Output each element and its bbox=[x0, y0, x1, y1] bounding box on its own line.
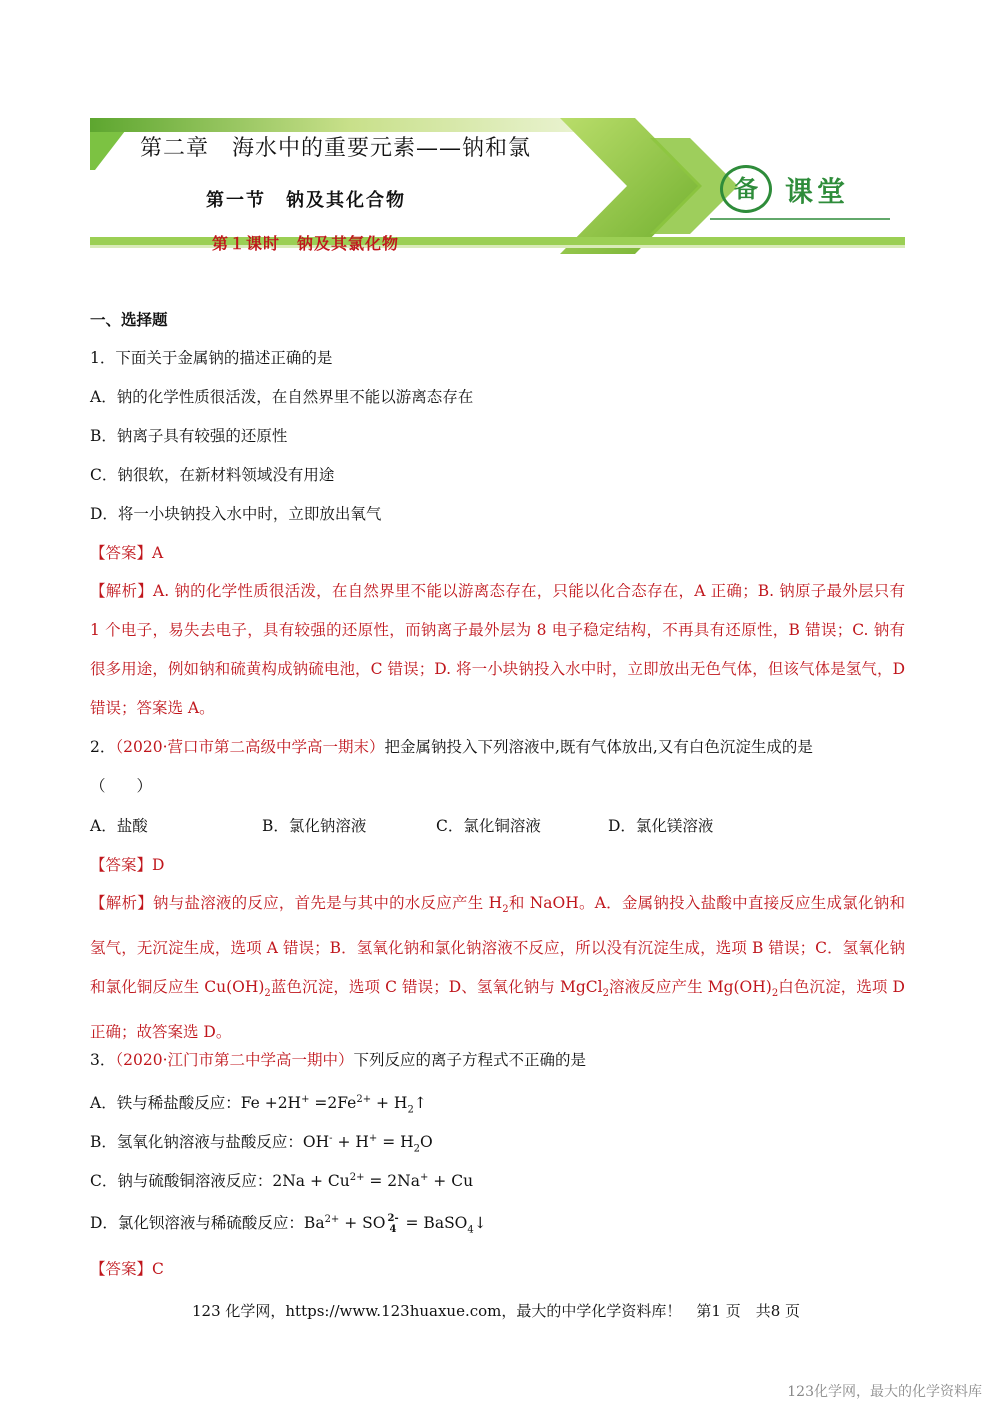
formula-text: ↑ bbox=[413, 1094, 427, 1113]
superscript: 2+ bbox=[356, 1094, 372, 1105]
q3-option-c bbox=[90, 1168, 473, 1191]
formula-text: =2Fe bbox=[309, 1094, 357, 1113]
q3-source: （2020·江门市第二中学高一期中） bbox=[115, 1051, 354, 1069]
q2-option-b: B．氯化钠溶液 bbox=[262, 817, 367, 835]
subscript: 2 bbox=[413, 1143, 420, 1155]
watermark: 123化学网，最大的化学资料库 bbox=[787, 1384, 982, 1400]
analysis-text: 钠与盐溶液的反应，首先是与其中的水反应产生 H bbox=[152, 894, 503, 912]
subscript: 2 bbox=[502, 904, 509, 916]
badge-circle: 备 bbox=[720, 165, 772, 213]
page-footer: 123 化学网，https://www.123huaxue.com，最大的中学化学资料库！ 第1 页 共8 页 bbox=[191, 1302, 801, 1320]
answer-label: 【答案】 bbox=[90, 1260, 153, 1278]
superscript: 2+ bbox=[324, 1214, 340, 1225]
q2-option-d: D．氯化镁溶液 bbox=[608, 817, 714, 835]
q2-options bbox=[90, 816, 905, 836]
subscript: 2 bbox=[771, 988, 779, 1000]
subscript: 2 bbox=[407, 1104, 414, 1116]
q2-answer bbox=[90, 855, 164, 875]
superscript: 2- bbox=[387, 1213, 399, 1225]
q3-option-a bbox=[90, 1090, 427, 1120]
subscript: 4 bbox=[467, 1224, 474, 1236]
q3-option-b bbox=[90, 1129, 433, 1159]
q1-option-b: B．钠离子具有较强的还原性 bbox=[90, 427, 288, 445]
section-heading: 一、选择题 bbox=[90, 310, 168, 329]
sulfate-charge-stack bbox=[387, 1213, 398, 1235]
q1-option-d: D．将一小块钠投入水中时，立即放出氧气 bbox=[90, 505, 382, 523]
formula-text: + Cu bbox=[428, 1172, 474, 1191]
q3-number: 3． bbox=[90, 1051, 116, 1069]
formula-text: B．氢氧化钠溶液与盐酸反应：OH bbox=[90, 1133, 330, 1152]
subscript: 2 bbox=[264, 988, 271, 1000]
formula-text: ↓ bbox=[473, 1214, 487, 1233]
chapter-title: 第二章 海水中的重要元素——钠和氯 bbox=[140, 136, 532, 161]
analysis-text: 白色沉淀，选项 D 正确；故答案选 D。 bbox=[90, 978, 905, 1042]
q1-stem: 1．下面关于金属钠的描述正确的是 bbox=[90, 349, 333, 367]
formula-text: + SO bbox=[339, 1214, 386, 1233]
q3-stem bbox=[90, 1050, 586, 1070]
banner-top-bar bbox=[90, 118, 610, 132]
q2-analysis bbox=[90, 884, 905, 1052]
formula-text: = H bbox=[377, 1133, 414, 1152]
analysis-label: 【解析】 bbox=[90, 582, 154, 600]
q1-answer bbox=[90, 543, 163, 563]
analysis-text: A. 钠的化学性质很活泼，在自然界里不能以游离态存在，只能以化合态存在，A 正确；B. 钠原子最外层只有 1 个电子，易失去电子，具有较强的还原性，而钠离子最外层为 8 电子稳定结构，不再具有还原性，B 错误；C. 钠有很多用途，例如钠和硫黄构成钠硫电池，C 错误；D. 将一小块钠投入水中时，立即放出无色气体，但该气体是氢气，D 错误；答案选 A。 bbox=[90, 582, 905, 717]
q3-option-d bbox=[90, 1210, 487, 1238]
formula-text: O bbox=[420, 1133, 433, 1152]
q2-option-c: C．氯化铜溶液 bbox=[436, 817, 541, 835]
formula-text: C．钠与硫酸铜溶液反应：2Na + Cu bbox=[90, 1172, 350, 1191]
q2-option-a: A．盐酸 bbox=[90, 817, 148, 835]
answer-label: 【答案】 bbox=[90, 544, 153, 562]
superscript: + bbox=[419, 1172, 429, 1183]
formula-text: = 2Na bbox=[364, 1172, 420, 1191]
formula-text: = BaSO bbox=[400, 1214, 468, 1233]
formula-text: A．铁与稀盐酸反应：Fe +2H bbox=[90, 1094, 302, 1113]
formula-text: + H bbox=[371, 1094, 408, 1113]
superscript: + bbox=[368, 1133, 378, 1144]
q2-number: 2． bbox=[90, 738, 116, 756]
answer-value: D bbox=[152, 856, 165, 874]
answer-value: C bbox=[152, 1260, 164, 1278]
q2-source: （2020·营口市第二高级中学高一期末） bbox=[115, 738, 385, 756]
superscript: 2+ bbox=[349, 1172, 365, 1183]
q1-analysis bbox=[90, 572, 905, 728]
superscript: - bbox=[329, 1133, 333, 1144]
q2-stem bbox=[90, 737, 813, 757]
subscript: 2 bbox=[602, 988, 609, 1000]
lesson-title: 第１课时 钠及其氯化物 bbox=[212, 234, 400, 253]
analysis-text: 溶液反应产生 Mg(OH) bbox=[608, 978, 772, 997]
q3-answer bbox=[90, 1259, 164, 1279]
analysis-text: 蓝色沉淀，选项 C 错误；D、氢氧化钠与 MgCl bbox=[270, 978, 603, 997]
badge-text: 课堂 bbox=[785, 175, 850, 208]
formula-text: D．氯化钡溶液与稀硫酸反应：Ba bbox=[90, 1214, 325, 1233]
analysis-label: 【解析】 bbox=[90, 894, 153, 912]
q1-option-a: A．钠的化学性质很活泼，在自然界里不能以游离态存在 bbox=[90, 388, 474, 406]
q2-text: 把金属钠投入下列溶液中,既有气体放出,又有白色沉淀生成的是 bbox=[384, 738, 813, 756]
formula-text: + H bbox=[332, 1133, 369, 1152]
answer-label: 【答案】 bbox=[90, 856, 153, 874]
answer-value: A bbox=[152, 544, 164, 562]
q3-text: 下列反应的离子方程式不正确的是 bbox=[353, 1051, 587, 1069]
analysis-text: 和 NaOH。A．金属钠投入盐酸中直接反应生成氯化钠和氢气，无沉淀生成，选项 A 错误；B．氢氧化钠和氯化钠溶液不反应，所以没有沉淀生成，选项 B 错误；C．氢氧化钠和氯化铜反应生 Cu(OH) bbox=[90, 894, 905, 997]
q2-blank: （ ） bbox=[90, 777, 153, 795]
section-title: 第一节 钠及其化合物 bbox=[206, 190, 406, 211]
subscript: 4 bbox=[389, 1224, 397, 1236]
superscript: + bbox=[301, 1094, 310, 1105]
q1-option-c: C．钠很软，在新材料领域没有用途 bbox=[90, 466, 335, 484]
